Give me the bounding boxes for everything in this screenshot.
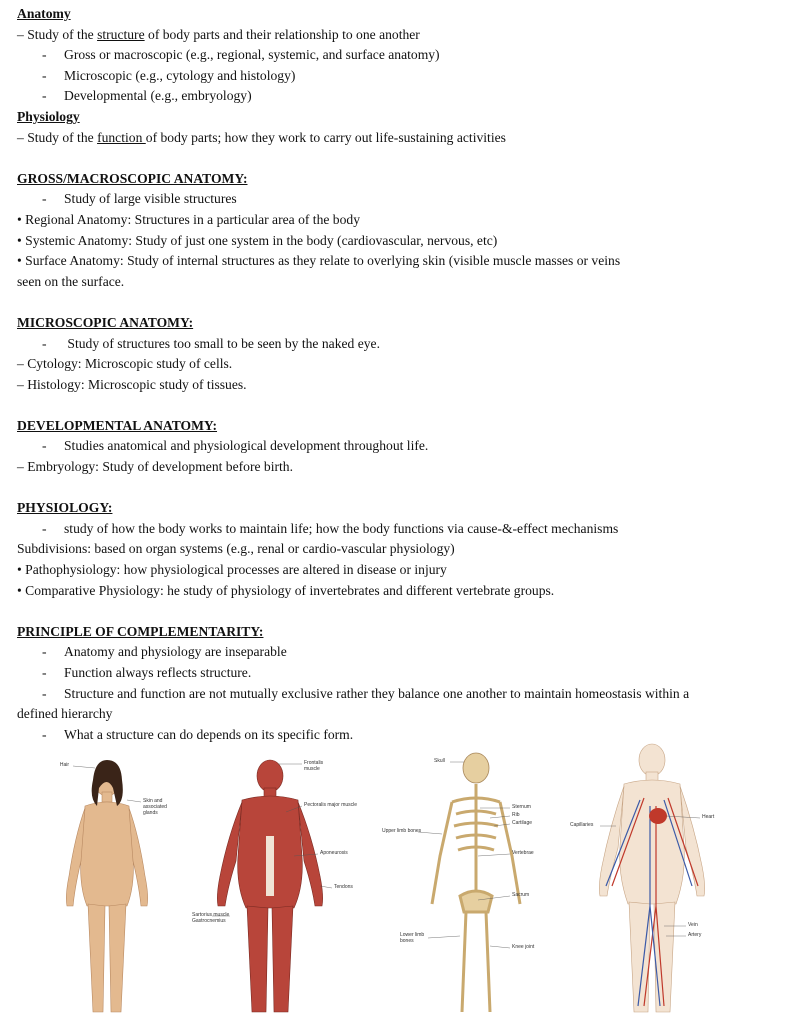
figure-skeletal-body — [380, 736, 550, 1024]
label-frontalis-2: muscle — [304, 766, 320, 772]
phys-dash: - study of how the body works to maintain life; how the body functions via cause-&-effect mechanisms — [42, 520, 619, 536]
body-figures — [0, 736, 791, 1024]
anatomy-type-micro: - Microscopic (e.g., cytology and histology) — [42, 67, 296, 83]
label-sartorius: Sartorius muscle — [192, 912, 230, 918]
label-pectoralis: Pectoralis major muscle — [304, 802, 358, 808]
micro-cytology: – Cytology: Microscopic study of cells. — [17, 356, 233, 372]
anatomy-title: Anatomy — [17, 6, 71, 21]
figure-muscular-body — [190, 736, 370, 1024]
label-rib: Rib — [512, 812, 520, 818]
figure-skin-body — [55, 736, 185, 1024]
label-skin-1: Skin and — [143, 798, 163, 804]
label-skull: Skull — [434, 758, 445, 764]
dev-dash: - Studies anatomical and physiological development throughout life. — [42, 438, 429, 454]
phys-subdivisions: Subdivisions: based on organ systems (e.g., renal or cardio-vascular physiology) — [17, 541, 455, 557]
micro-histology: – Histology: Microscopic study of tissues. — [17, 376, 247, 392]
principle-item-4: - What a structure can do depends on its specific form. — [42, 726, 354, 742]
label-sacrum: Sacrum — [512, 892, 530, 898]
label-cartilage: Cartilage — [512, 820, 533, 826]
anatomy-type-dev: - Developmental (e.g., embryology) — [42, 88, 252, 104]
principle-item-3: - Structure and function are not mutually exclusive rather they balance one another to maintain homeostasis within a — [42, 685, 690, 701]
heart-shape — [649, 808, 667, 824]
phys-pathophysiology: • Pathophysiology: how physiological processes are altered in disease or injury — [17, 562, 447, 578]
gross-bullet-systemic: • Systemic Anatomy: Study of just one system in the body (cardiovascular, nervous, etc) — [17, 232, 498, 248]
phys-heading: PHYSIOLOGY: — [17, 500, 113, 516]
label-capillaries: Capillaries — [570, 822, 594, 828]
label-tendons: Tendons — [334, 884, 353, 890]
dev-embryology: – Embryology: Study of development before birth. — [17, 459, 293, 475]
label-vertebrae: Vertebrae — [512, 850, 534, 856]
figure-cardiovascular-body — [560, 736, 740, 1024]
notes-text — [17, 4, 782, 745]
label-gastrocnemius: Gastrocnemius — [192, 918, 226, 924]
cardiovascular-body-illustration — [560, 736, 740, 1024]
principle-heading: PRINCIPLE OF COMPLEMENTARITY: — [17, 623, 264, 639]
muscular-body-illustration — [190, 736, 370, 1024]
principle-item-2: - Function always reflects structure. — [42, 665, 252, 680]
gross-bullet-regional: • Regional Anatomy: Structures in a particular area of the body — [17, 211, 360, 227]
gross-bullet-surface: • Surface Anatomy: Study of internal structures as they relate to overlying skin (visible muscle masses or veins — [17, 253, 621, 269]
label-heart: Heart — [702, 814, 715, 820]
label-frontalis-1: Frontalis — [304, 760, 324, 766]
anatomy-type-gross: - Gross or macroscopic (e.g., regional, systemic, and surface anatomy) — [42, 47, 440, 63]
skeleton-shape — [432, 753, 520, 1012]
label-aponeurosis: Aponeurosis — [320, 850, 348, 856]
label-sternum: Sternum — [512, 804, 531, 810]
gross-dash: - Study of large visible structures — [42, 191, 237, 207]
gross-bullet-surface-cont: seen on the surface. — [17, 273, 125, 289]
label-vein: Vein — [688, 922, 698, 928]
label-artery: Artery — [688, 932, 702, 938]
label-lower-limb-2: bones — [400, 938, 414, 944]
skin-body-illustration — [55, 736, 185, 1024]
skeletal-body-illustration — [380, 736, 550, 1024]
label-lower-limb-1: Lower limb — [400, 932, 425, 938]
label-skin-2: associated — [143, 804, 167, 810]
micro-heading: MICROSCOPIC ANATOMY: — [17, 314, 194, 330]
gross-heading: GROSS/MACROSCOPIC ANATOMY: — [17, 170, 248, 186]
anatomy-definition: – Study of the structure of body parts and their relationship to one another — [17, 26, 420, 42]
dev-heading: DEVELOPMENTAL ANATOMY: — [17, 417, 218, 433]
label-upper-limb: Upper limb bones — [382, 828, 422, 834]
phys-comparative: • Comparative Physiology: he study of physiology of invertebrates and different vertebrate groups. — [17, 582, 555, 598]
physiology-definition: – Study of the function of body parts; how they work to carry out life-sustaining activities — [17, 129, 506, 145]
label-knee-joint: Knee joint — [512, 944, 535, 950]
label-hair: Hair — [59, 762, 69, 768]
physiology-title: Physiology — [17, 108, 80, 124]
principle-item-3-cont: defined hierarchy — [17, 706, 113, 722]
principle-item-1: - Anatomy and physiology are inseparable — [42, 644, 287, 660]
label-skin-3: glands — [143, 810, 158, 816]
micro-dash: - Study of structures too small to be seen by the naked eye. — [42, 335, 380, 351]
